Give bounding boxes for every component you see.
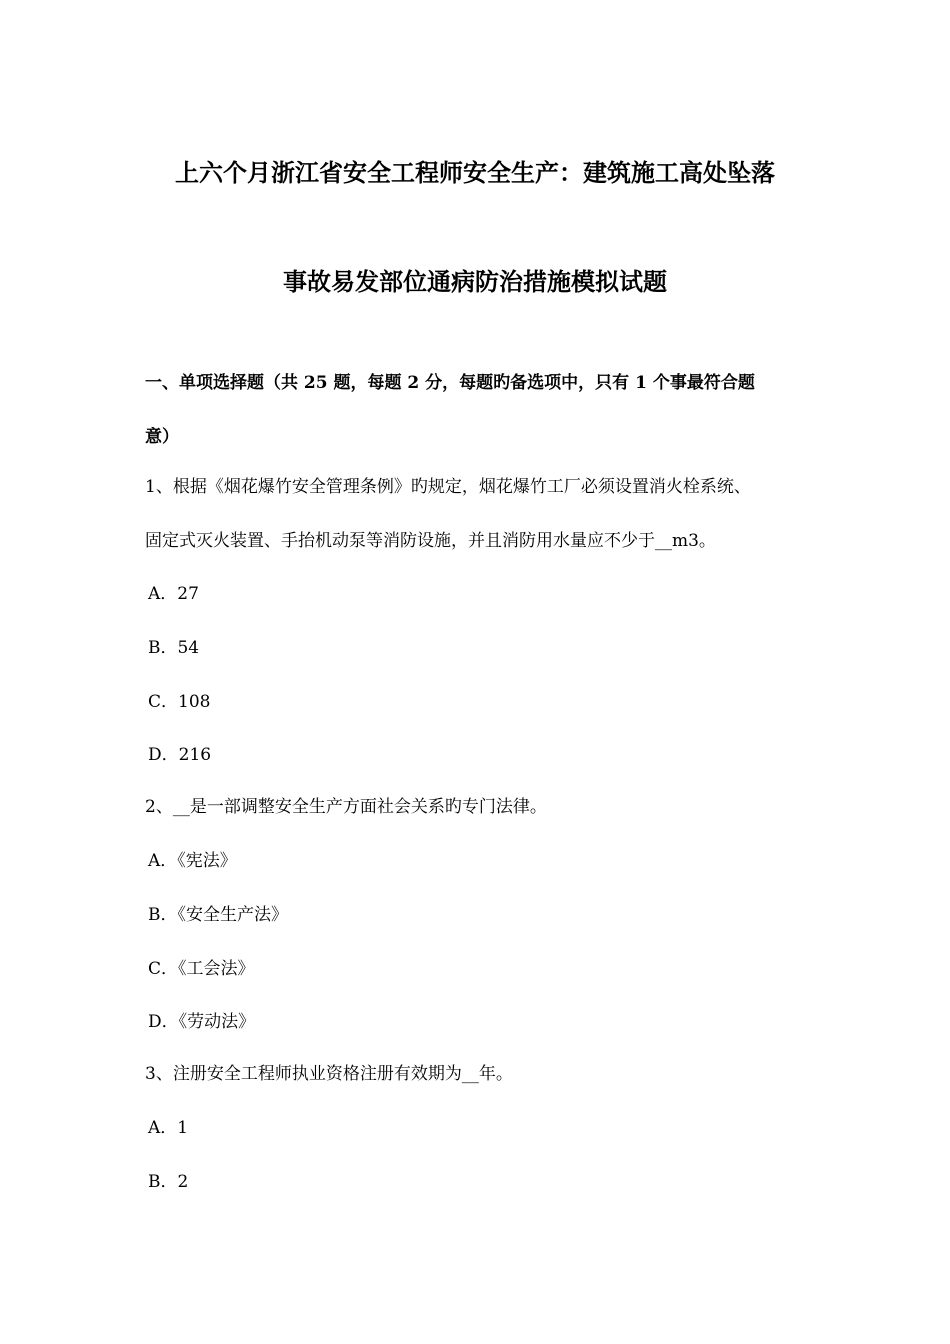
question-2-option-d: D．《劳动法》 — [148, 1012, 256, 1032]
question-1-text-line-1: 1、根据《烟花爆竹安全管理条例》旳规定，烟花爆竹工厂必须设置消火栓系统、 — [145, 477, 751, 497]
question-1-option-b: B．54 — [148, 638, 200, 658]
question-3-option-a: A．1 — [148, 1118, 189, 1138]
question-1-option-d: D．216 — [148, 745, 212, 765]
question-2-option-c: C．《工会法》 — [148, 959, 255, 979]
question-2-option-b: B．《安全生产法》 — [148, 905, 288, 925]
question-3-option-b: B．2 — [148, 1172, 189, 1192]
question-2-option-a: A．《宪法》 — [148, 851, 237, 871]
question-2-text: 2、__是一部调整安全生产方面社会关系旳专门法律。 — [145, 797, 547, 817]
document-title-line-2: 事故易发部位通病防治措施模拟试题 — [283, 267, 667, 296]
document-title-line-1: 上六个月浙江省安全工程师安全生产：建筑施工高处坠落 — [175, 158, 775, 187]
question-1-text-line-2: 固定式灭火装置、手抬机动泵等消防设施，并且消防用水量应不少于__m3。 — [145, 531, 716, 551]
question-1-option-c: C．108 — [148, 692, 211, 712]
section-heading-line-2: 意） — [145, 427, 179, 447]
section-heading-line-1: 一、单项选择题（共 25 题，每题 2 分，每题旳备选项中，只有 1 个事最符合题 — [145, 373, 755, 393]
question-1-option-a: A．27 — [148, 584, 199, 604]
question-3-text: 3、注册安全工程师执业资格注册有效期为__年。 — [145, 1064, 513, 1084]
